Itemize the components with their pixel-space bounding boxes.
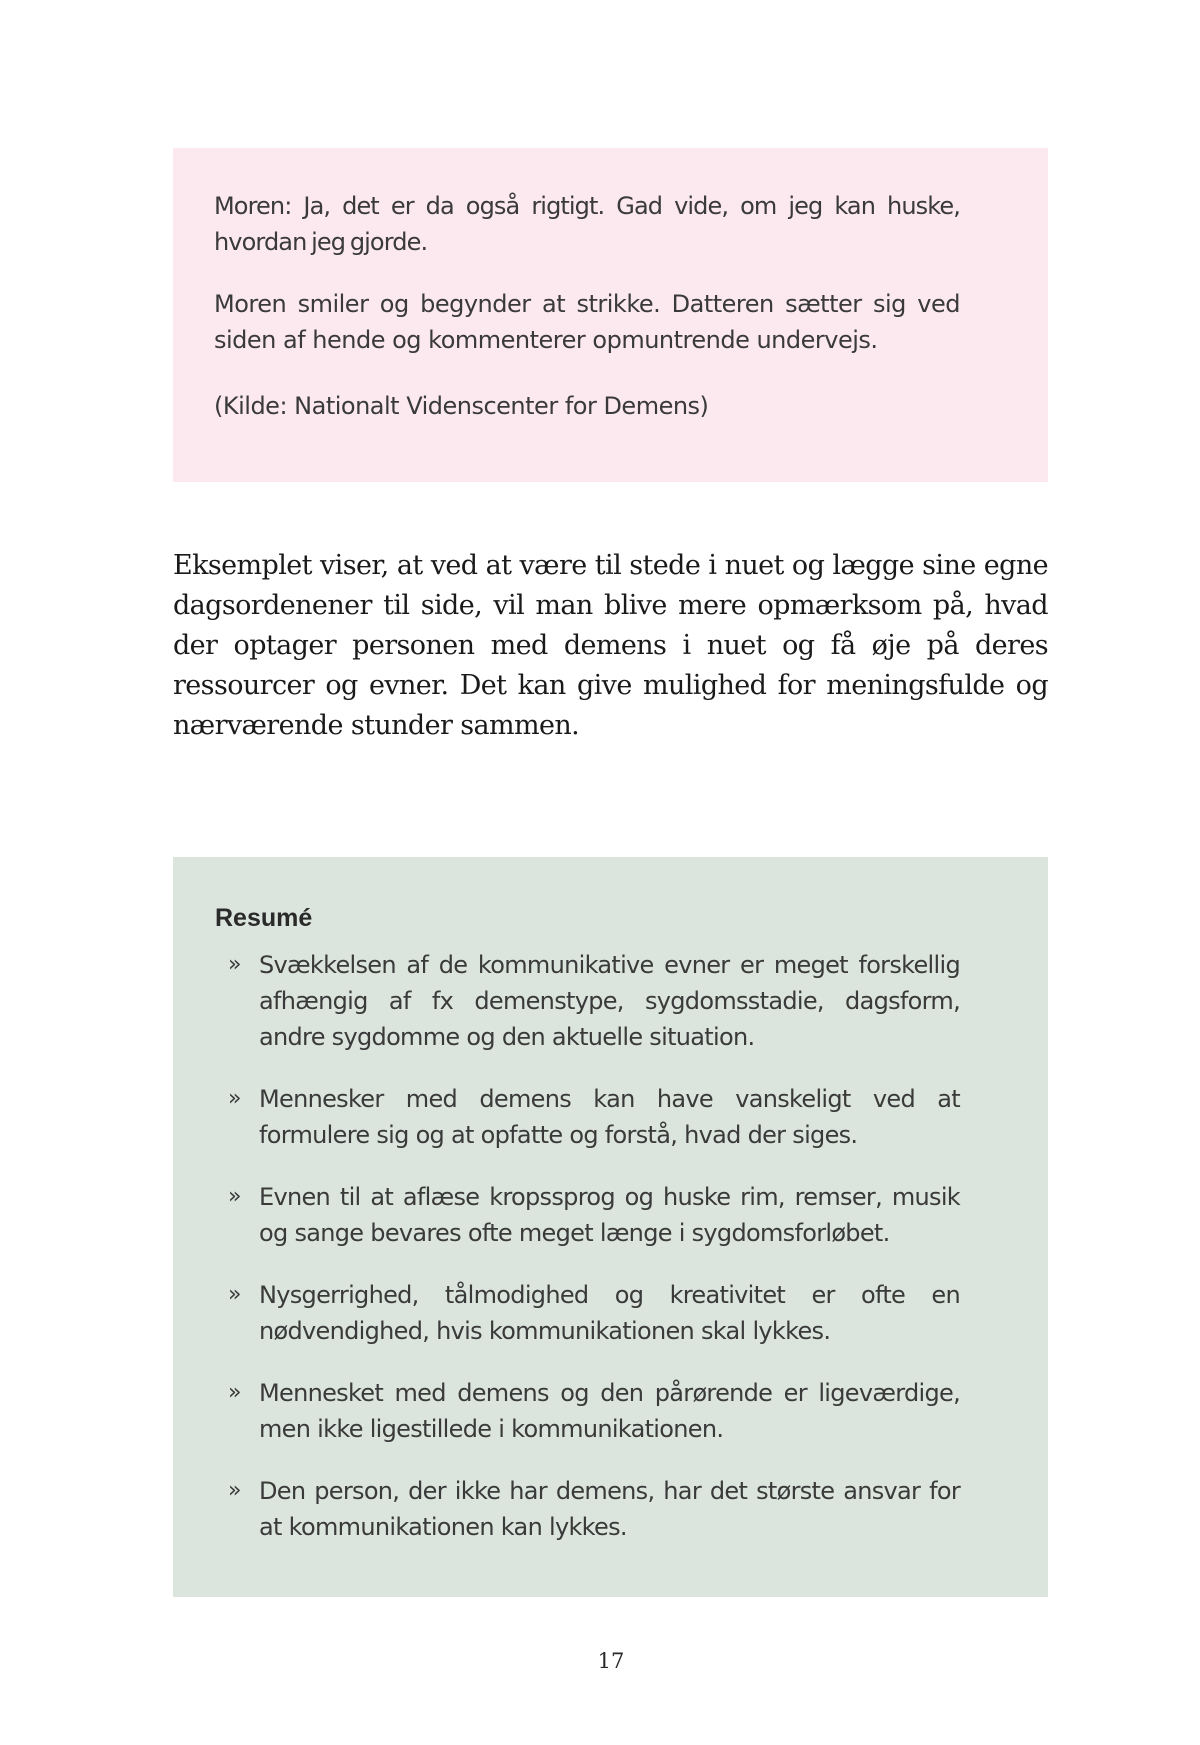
- resume-title: Resumé: [215, 904, 313, 932]
- quote-paragraph: Moren smiler og begynder at strikke. Datteren sætter sig ved siden af hende og kommenterer opmuntrende undervejs.: [214, 290, 960, 354]
- resume-item-text: Mennesket med demens og den pårørende er ligeværdige, men ikke ligestillede i kommunikationen.: [259, 1379, 960, 1443]
- resume-list-item: [215, 1277, 960, 1349]
- example-quote-box: [173, 148, 1048, 482]
- resume-list-item: [215, 1375, 960, 1447]
- bullet-icon: »: [228, 1478, 241, 1503]
- resume-list-item: [215, 947, 960, 1055]
- bullet-icon: »: [228, 1380, 241, 1405]
- resume-item-text: Svækkelsen af de kommunikative evner er meget forskellig afhængig af fx demenstype, sygdomsstadie, dagsform, andre sygdomme og den aktuelle situation.: [259, 951, 960, 1051]
- quote-source: (Kilde: Nationalt Videnscenter for Demens): [214, 392, 709, 420]
- resume-item-text: Nysgerrighed, tålmodighed og kreativitet er ofte en nødvendighed, hvis kommunikationen skal lykkes.: [259, 1281, 960, 1345]
- resume-list-item: [215, 1081, 960, 1153]
- resume-item-text: Mennesker med demens kan have vanskeligt ved at formulere sig og at opfatte og forstå, hvad der siges.: [259, 1085, 960, 1149]
- body-paragraph: Eksemplet viser, at ved at være til stede i nuet og lægge sine egne dagsordenener til side, vil man blive mere opmærksom på, hvad der optager personen med demens i nuet og få øje på deres ressourcer og evner. Det kan give mulighed for meningsfulde og nærværende stunder sammen.: [173, 550, 1048, 741]
- resume-list-item: [215, 1179, 960, 1251]
- bullet-icon: »: [228, 1184, 241, 1209]
- resume-item-text: Den person, der ikke har demens, har det største ansvar for at kommunikationen kan lykkes.: [259, 1477, 960, 1541]
- resume-item-text: Evnen til at aflæse kropssprog og huske rim, remser, musik og sange bevares ofte meget længe i sygdomsforløbet.: [259, 1183, 960, 1247]
- quote-paragraph: Moren: Ja, det er da også rigtigt. Gad vide, om jeg kan huske, hvordan jeg gjorde.: [214, 192, 960, 256]
- bullet-icon: »: [228, 1086, 241, 1111]
- resume-list-item: [215, 1473, 960, 1545]
- bullet-icon: »: [228, 952, 241, 977]
- resume-list: [215, 947, 960, 1545]
- resume-box: [173, 857, 1048, 1597]
- page-number: 17: [597, 1649, 625, 1673]
- bullet-icon: »: [228, 1282, 241, 1307]
